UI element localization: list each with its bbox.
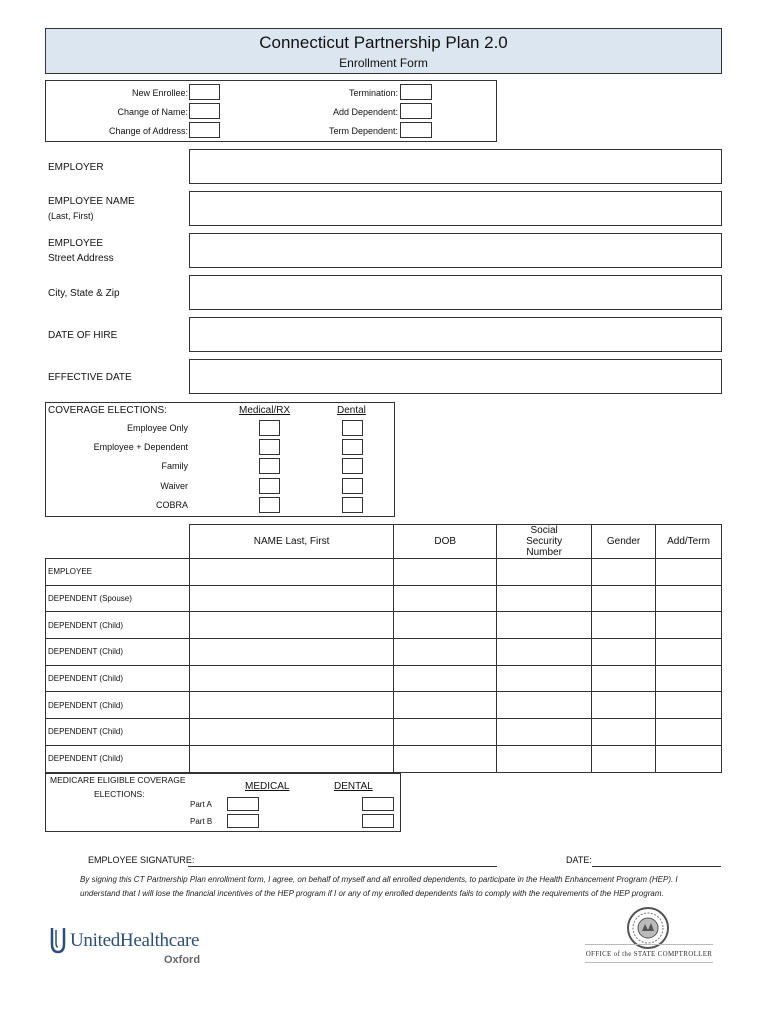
- coverage-elections-title: COVERAGE ELECTIONS:: [48, 405, 167, 416]
- table-row: [46, 692, 722, 719]
- change-of-name-checkbox[interactable]: [189, 103, 220, 119]
- dob-cell[interactable]: [394, 559, 497, 586]
- dob-cell[interactable]: [394, 665, 497, 692]
- row-label: EMPLOYEE: [46, 559, 190, 586]
- change-of-address-label: Change of Address:: [108, 126, 188, 136]
- name-cell[interactable]: [189, 559, 394, 586]
- name-cell[interactable]: [189, 692, 394, 719]
- term-dependent-label: Term Dependent:: [328, 126, 398, 136]
- table-header-blank: [46, 525, 190, 559]
- table-row: [46, 745, 722, 772]
- row-label: DEPENDENT (Child): [46, 745, 190, 772]
- signature-line[interactable]: [188, 856, 497, 867]
- ssn-cell[interactable]: [497, 559, 592, 586]
- row-label: DEPENDENT (Child): [46, 665, 190, 692]
- table-row: [46, 585, 722, 612]
- part-b-dental-checkbox[interactable]: [362, 814, 394, 828]
- date-of-hire-label: DATE OF HIRE: [48, 330, 118, 341]
- uhc-sub: Oxford: [164, 954, 201, 966]
- part-a-label: Part A: [190, 800, 212, 809]
- uhc-name: UnitedHealthcare: [70, 930, 200, 951]
- coverage-row-label: Family: [161, 461, 188, 471]
- coverage-dental-checkbox[interactable]: [342, 420, 363, 436]
- table-row: [46, 639, 722, 666]
- coverage-row-label: Employee Only: [126, 423, 188, 433]
- table-header-gender: Gender: [592, 525, 656, 559]
- add-term-cell[interactable]: [656, 719, 722, 746]
- part-a-dental-checkbox[interactable]: [362, 797, 394, 811]
- dependents-table: [45, 524, 722, 773]
- add-term-cell[interactable]: [656, 612, 722, 639]
- name-cell[interactable]: [189, 612, 394, 639]
- osc-name: OFFICE of the STATE COMPTROLLER: [585, 950, 713, 958]
- add-term-cell[interactable]: [656, 665, 722, 692]
- city-state-zip-field[interactable]: [189, 275, 722, 310]
- medicare-title: MEDICARE ELIGIBLE COVERAGE: [50, 775, 186, 785]
- coverage-medical-checkbox[interactable]: [259, 439, 280, 455]
- new-enrollee-checkbox[interactable]: [189, 84, 220, 100]
- termination-checkbox[interactable]: [400, 84, 432, 100]
- part-a-medical-checkbox[interactable]: [227, 797, 259, 811]
- ssn-cell[interactable]: [497, 665, 592, 692]
- add-term-cell[interactable]: [656, 559, 722, 586]
- form-header: [45, 28, 722, 74]
- ssn-cell[interactable]: [497, 639, 592, 666]
- gender-cell[interactable]: [592, 692, 656, 719]
- gender-cell[interactable]: [592, 612, 656, 639]
- date-line[interactable]: [592, 856, 721, 867]
- term-dependent-checkbox[interactable]: [400, 122, 432, 138]
- employee-name-field[interactable]: [189, 191, 722, 226]
- ssn-cell[interactable]: [497, 612, 592, 639]
- name-cell[interactable]: [189, 639, 394, 666]
- name-cell[interactable]: [189, 745, 394, 772]
- name-cell[interactable]: [189, 719, 394, 746]
- employee-name-hint: (Last, First): [48, 211, 94, 221]
- add-term-cell[interactable]: [656, 585, 722, 612]
- uhc-u-icon: [50, 926, 66, 954]
- dob-cell[interactable]: [394, 719, 497, 746]
- part-b-medical-checkbox[interactable]: [227, 814, 259, 828]
- medicare-title-2: ELECTIONS:: [94, 789, 145, 799]
- gender-cell[interactable]: [592, 639, 656, 666]
- table-header-dob: DOB: [394, 525, 497, 559]
- coverage-dental-checkbox[interactable]: [342, 458, 363, 474]
- city-state-zip-label: City, State & Zip: [48, 288, 120, 299]
- coverage-row-label: Employee + Dependent: [93, 442, 188, 452]
- date-label: DATE:: [566, 855, 592, 865]
- gender-cell[interactable]: [592, 585, 656, 612]
- coverage-medical-checkbox[interactable]: [259, 497, 280, 513]
- coverage-dental-checkbox[interactable]: [342, 497, 363, 513]
- uhc-logo: [50, 924, 220, 968]
- disclaimer-text: By signing this CT Partnership Plan enrollment form, I agree, on behalf of myself and all enrolled dependents, to participate in the Health Enhancement Program (HEP). I understand that I will lose the financial incentives of the HEP program if I or any of my enrolled dependents fails to comply with the requirements of the HEP program.: [80, 875, 678, 898]
- change-of-address-checkbox[interactable]: [189, 122, 220, 138]
- ssn-cell[interactable]: [497, 745, 592, 772]
- employee-address-label: EMPLOYEE: [48, 238, 104, 249]
- dob-cell[interactable]: [394, 639, 497, 666]
- coverage-dental-checkbox[interactable]: [342, 439, 363, 455]
- row-label: DEPENDENT (Child): [46, 612, 190, 639]
- dob-cell[interactable]: [394, 745, 497, 772]
- coverage-medical-checkbox[interactable]: [259, 478, 280, 494]
- row-label: DEPENDENT (Child): [46, 692, 190, 719]
- row-label: DEPENDENT (Spouse): [46, 585, 190, 612]
- add-dependent-label: Add Dependent:: [332, 107, 398, 117]
- employee-name-label: EMPLOYEE NAME: [48, 196, 135, 207]
- name-cell[interactable]: [189, 585, 394, 612]
- form-title: Connecticut Partnership Plan 2.0: [259, 33, 508, 52]
- table-header-row: [46, 525, 722, 559]
- add-term-cell[interactable]: [656, 745, 722, 772]
- coverage-row-label: COBRA: [155, 500, 188, 510]
- table-row: [46, 612, 722, 639]
- dob-cell[interactable]: [394, 585, 497, 612]
- dob-cell[interactable]: [394, 612, 497, 639]
- ssn-cell[interactable]: [497, 585, 592, 612]
- employer-label: EMPLOYER: [48, 162, 104, 173]
- osc-top-rule: [585, 944, 713, 945]
- effective-date-label: EFFECTIVE DATE: [48, 372, 132, 383]
- osc-logo: [585, 906, 713, 966]
- coverage-row-label: Waiver: [160, 481, 188, 491]
- gender-cell[interactable]: [592, 745, 656, 772]
- ssn-cell[interactable]: [497, 719, 592, 746]
- coverage-medical-header: Medical/RX: [239, 405, 291, 416]
- form-subtitle: Enrollment Form: [339, 56, 428, 70]
- medicare-dental-header: DENTAL: [334, 781, 373, 792]
- table-row: [46, 665, 722, 692]
- dob-cell[interactable]: [394, 692, 497, 719]
- part-b-label: Part B: [190, 817, 213, 826]
- street-address-field[interactable]: [189, 233, 722, 268]
- date-of-hire-field[interactable]: [189, 317, 722, 352]
- add-dependent-checkbox[interactable]: [400, 103, 432, 119]
- row-label: DEPENDENT (Child): [46, 639, 190, 666]
- row-label: DEPENDENT (Child): [46, 719, 190, 746]
- termination-label: Termination:: [348, 88, 398, 98]
- gender-cell[interactable]: [592, 559, 656, 586]
- effective-date-field[interactable]: [189, 359, 722, 394]
- employer-field[interactable]: [189, 149, 722, 184]
- coverage-dental-header: Dental: [337, 405, 366, 416]
- coverage-medical-checkbox[interactable]: [259, 420, 280, 436]
- coverage-medical-checkbox[interactable]: [259, 458, 280, 474]
- medicare-medical-header: MEDICAL: [245, 781, 290, 792]
- table-row: [46, 559, 722, 586]
- table-header-add-term: Add/Term: [656, 525, 722, 559]
- add-term-cell[interactable]: [656, 692, 722, 719]
- gender-cell[interactable]: [592, 719, 656, 746]
- name-cell[interactable]: [189, 665, 394, 692]
- change-of-name-label: Change of Name:: [117, 107, 188, 117]
- coverage-dental-checkbox[interactable]: [342, 478, 363, 494]
- table-header-ssn: Social Security Number: [497, 525, 592, 559]
- add-term-cell[interactable]: [656, 639, 722, 666]
- signature-label: EMPLOYEE SIGNATURE:: [88, 855, 195, 865]
- new-enrollee-label: New Enrollee:: [131, 88, 188, 98]
- osc-bottom-rule: [585, 962, 713, 963]
- ssn-cell[interactable]: [497, 692, 592, 719]
- gender-cell[interactable]: [592, 665, 656, 692]
- table-row: [46, 719, 722, 746]
- street-address-label: Street Address: [48, 253, 114, 264]
- table-header-name: NAME Last, First: [189, 525, 394, 559]
